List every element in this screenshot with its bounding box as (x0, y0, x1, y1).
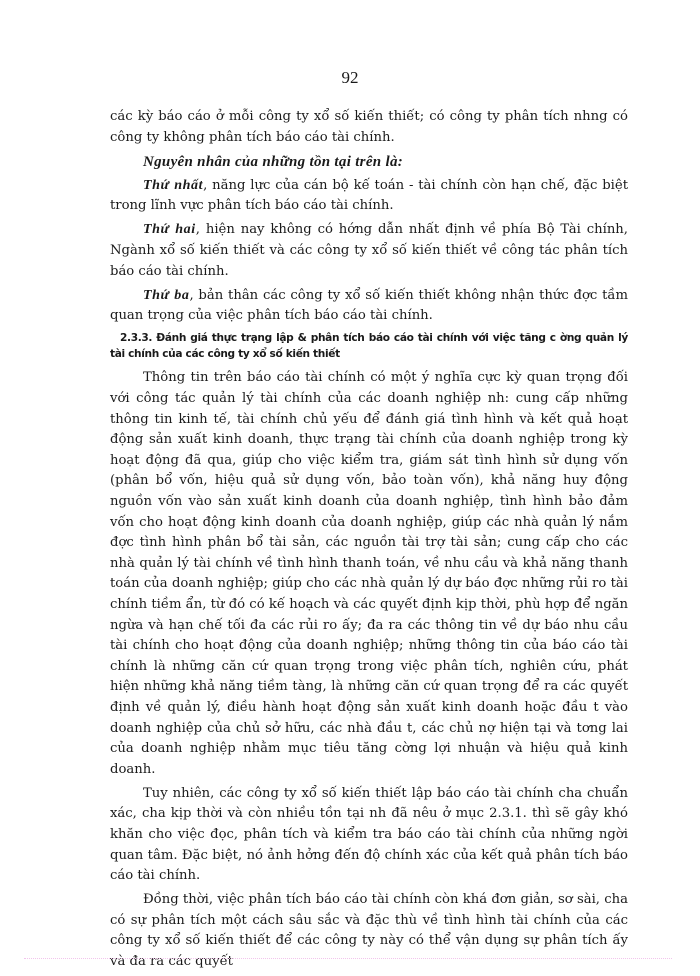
cause-lead-first: Thứ nhất (143, 177, 204, 193)
cause-lead-second: Thứ hai (143, 222, 196, 238)
cause-text-third: , bản thân các công ty xổ số kiến thiết không nhận thức đợc tầm quan trọng của việc phân tích báo cáo tài chính. (110, 287, 628, 324)
body-paragraph: Đồng thời, việc phân tích báo cáo tài chính còn khá đơn giản, sơ sài, cha có sự phân tích một cách sâu sắc và đặc thù về tình hình tài chính của các công ty xổ số kiến thiết để các công ty này có thể vận dụng sự phân tích ấy và đa ra các quyết (110, 892, 628, 970)
cause-lead-third: Thứ ba (143, 287, 190, 303)
document-content (110, 107, 628, 976)
causes-heading: Nguyên nhân của những tồn tại trên là: (143, 153, 404, 170)
cause-text-first: , năng lực của cán bộ kế toán - tài chính còn hạn chế, đặc biệt trong lĩnh vực phân tích báo cáo tài chính. (110, 177, 628, 214)
page-number: 92 (341, 68, 359, 87)
body-paragraph: Thông tin trên báo cáo tài chính có một ý nghĩa cực kỳ quan trọng đối với công tác quản lý tài chính của các doanh nghiệp nh: cung cấp những thông tin kinh tế, tài chính chủ yếu để đánh giá tình hình và kết quả hoạt động sản xuất kinh doanh, thực trạng tài chính của doanh nghiệp trong kỳ hoạt động đã qua, giúp cho việc kiểm tra, giám sát tình hình sử dụng vốn (phân bổ vốn, hiệu quả sử dụng vốn, bảo toàn vốn), khả năng huy động nguồn vốn vào sản xuất kinh doanh của doanh nghiệp, tình hình bảo đảm vốn cho hoạt động kinh doanh của doanh nghiệp, giúp các nhà quản lý nắm đợc tình hình phân bổ tài sản, các nguồn tài trợ tài sản; cung cấp cho các nhà quản lý tài chính về tình hình thanh toán, về nhu cầu và khả năng thanh toán của doanh nghiệp; giúp cho các nhà quản lý dự báo đợc những rủi ro tài chính tiềm ẩn, từ đó có kế hoạch và các quyết định kịp thời, phù hợp để ngăn ngừa và hạn chế tối đa các rủi ro ấy; đa ra các thông tin về dự báo nhu cầu tài chính cho hoạt động của doanh nghiệp; những thông tin của báo cáo tài chính là những căn cứ quan trọng trong việc phân tích, nghiên cứu, phát hiện những khả năng tiềm tàng, là những căn cứ quan trọng để ra các quyết định về quản lý, điều hành hoạt động sản xuất kinh doanh hoặc đầu t vào doanh nghiệp của chủ sở hữu, các nhà đầu t, các chủ nợ hiện tại và tơng lai của doanh nghiệp nhằm mục tiêu tăng cờng lợi nhuận và hiệu quả kinh doanh. (110, 370, 628, 777)
body-paragraph: Tuy nhiên, các công ty xổ số kiến thiết lập báo cáo tài chính cha chuẩn xác, cha kịp thời và còn nhiều tồn tại nh đã nêu ở mục 2.3.1. thì sẽ gây khó khăn cho việc đọc, phân tích và kiểm tra báo cáo tài chính của những ngời quan tâm. Đặc biệt, nó ảnh hởng đến độ chính xác của kết quả phân tích báo cáo tài chính. (110, 785, 628, 884)
cause-paragraph-third (110, 286, 628, 327)
cause-paragraph-first (110, 176, 628, 217)
page-bottom-rule (24, 958, 672, 959)
section-heading: 2.3.3. Đánh giá thực trạng lập & phân tích báo cáo tài chính với việc tăng c ờng quản lý tài chính của các công ty xổ số kiến thiết (110, 332, 628, 361)
cause-paragraph-second (110, 220, 628, 282)
intro-paragraph: các kỳ báo cáo ở mỗi công ty xổ số kiến thiết; có công ty phân tích nhng có công ty không phân tích báo cáo tài chính. (110, 109, 628, 145)
cause-text-second: , hiện nay không có hớng dẫn nhất định về phía Bộ Tài chính, Ngành xổ số kiến thiết và các công ty xổ số kiến thiết về công tác phân tích báo cáo tài chính. (110, 222, 628, 279)
